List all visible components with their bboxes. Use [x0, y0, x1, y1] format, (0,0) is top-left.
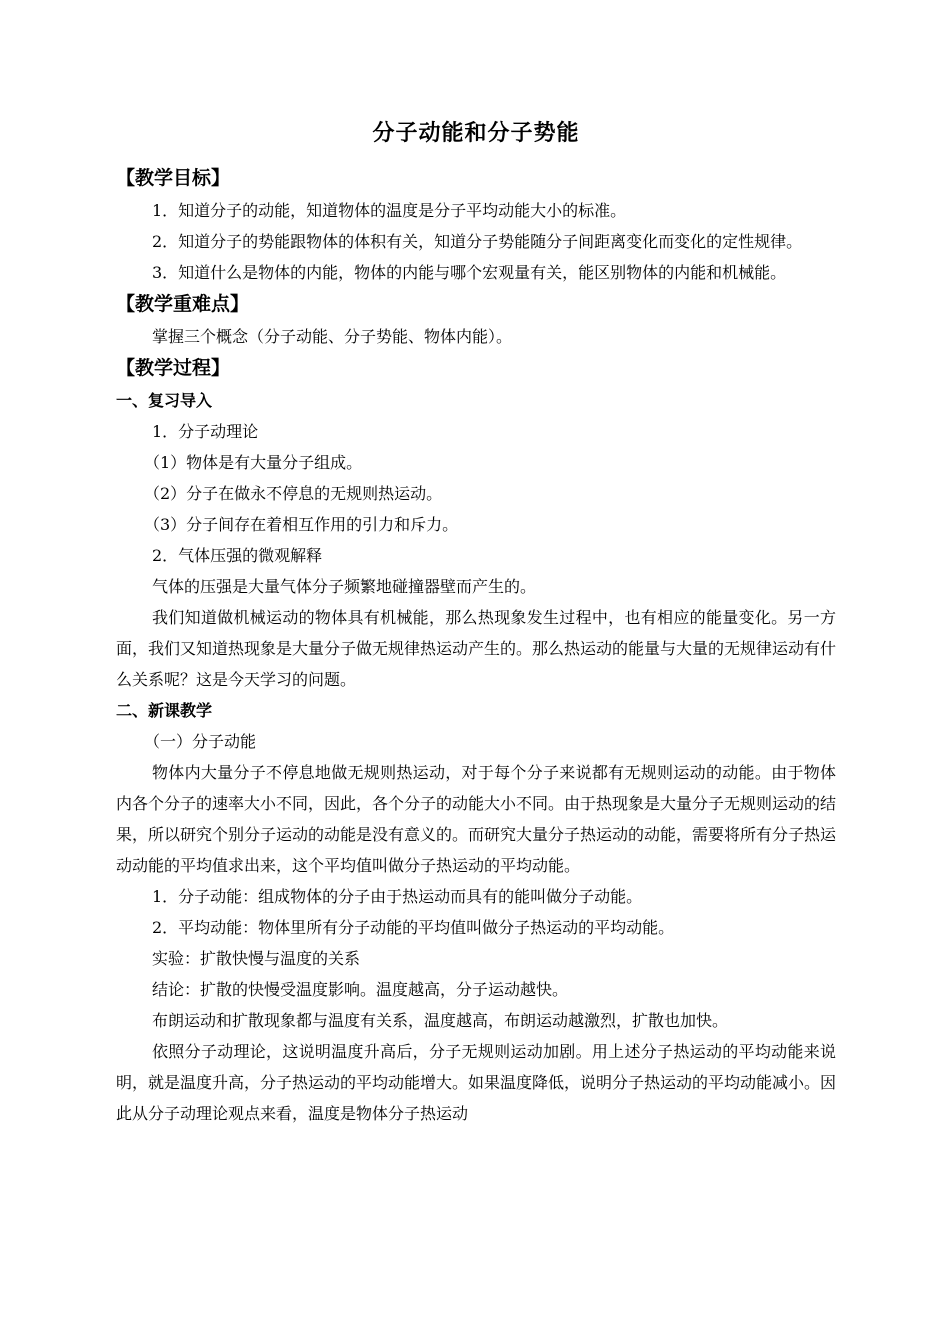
- goal-item: 2．知道分子的势能跟物体的体积有关，知道分子势能随分子间距离变化而变化的定性规律。: [152, 232, 803, 251]
- experiment-text: 实验：扩散快慢与温度的关系: [152, 949, 361, 968]
- review-paragraph: 我们知道做机械运动的物体具有机械能，那么热现象发生过程中，也有相应的能量变化。另一方面，我们又知道热现象是大量分子做无规律热运动产生的。那么热运动的能量与大量的无规律运动有什么关系呢？这是今天学习的问题。: [116, 608, 837, 689]
- process-heading: 【教学过程】: [116, 357, 231, 379]
- goal-item: 3．知道什么是物体的内能，物体的内能与哪个宏观量有关，能区别物体的内能和机械能。: [152, 263, 787, 282]
- review-item: 1．分子动理论: [152, 422, 259, 441]
- definition-item: 1．分子动能：组成物体的分子由于热运动而具有的能叫做分子动能。: [152, 887, 643, 906]
- goal-item: 1．知道分子的动能，知道物体的温度是分子平均动能大小的标准。: [152, 201, 627, 220]
- conclusion-text: 结论：扩散的快慢受温度影响。温度越高，分子运动越快。: [152, 980, 569, 999]
- final-paragraph: 依照分子动理论，这说明温度升高后，分子无规则运动加剧。用上述分子热运动的平均动能来说明，就是温度升高，分子热运动的平均动能增大。如果温度降低，说明分子热运动的平均动能减小。因此从分子动理论观点来看，温度是物体分子热运动: [116, 1042, 837, 1123]
- review-item: 2．气体压强的微观解释: [152, 546, 323, 565]
- review-heading: 一、复习导入: [116, 391, 213, 410]
- brownian-text: 布朗运动和扩散现象都与温度有关系，温度越高，布朗运动越激烈，扩散也加快。: [152, 1011, 729, 1030]
- document-title: 分子动能和分子势能: [372, 121, 580, 146]
- keypoints-heading: 【教学重难点】: [116, 293, 250, 315]
- new-lesson-paragraph: 物体内大量分子不停息地做无规则热运动，对于每个分子来说都有无规则运动的动能。由于物体内各个分子的速率大小不同，因此，各个分子的动能大小不同。由于热现象是大量分子无规则运动的结果，所以研究个别分子运动的动能是没有意义的。而研究大量分子热运动的动能，需要将所有分子热运动动能的平均值求出来，这个平均值叫做分子热运动的平均动能。: [116, 763, 837, 875]
- review-subitem: （3）分子间存在着相互作用的引力和斥力。: [144, 515, 459, 534]
- definition-item: 2．平均动能：物体里所有分子动能的平均值叫做分子热运动的平均动能。: [152, 918, 675, 937]
- new-lesson-subheading: （一）分子动能: [144, 732, 257, 751]
- review-text: 气体的压强是大量气体分子频繁地碰撞器壁而产生的。: [152, 577, 537, 596]
- review-subitem: （2）分子在做永不停息的无规则热运动。: [144, 484, 443, 503]
- document-page: [116, 112, 836, 1129]
- review-subitem: （1）物体是有大量分子组成。: [144, 453, 363, 472]
- new-lesson-heading: 二、新课教学: [116, 701, 213, 720]
- goals-heading: 【教学目标】: [116, 167, 231, 189]
- keypoints-text: 掌握三个概念（分子动能、分子势能、物体内能）。: [152, 327, 513, 346]
